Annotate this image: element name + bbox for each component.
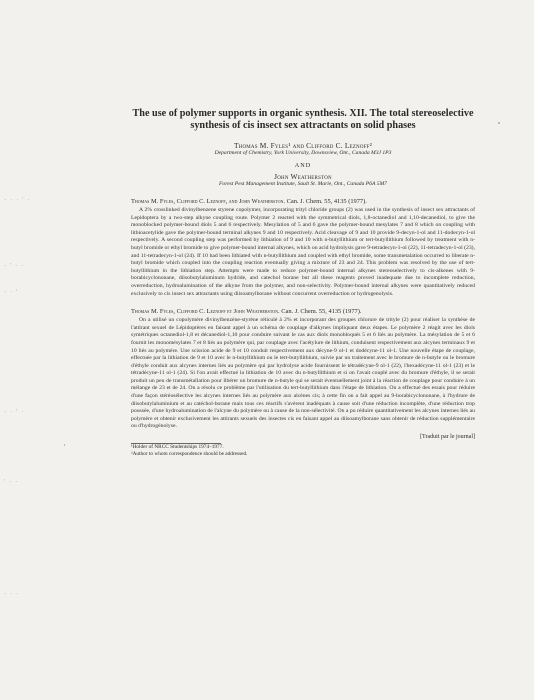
citation-french: [131, 308, 475, 316]
scan-artifact: · · ' ·: [4, 408, 25, 416]
affiliation-forest: Forest Pest Management Institute, Sault St. Marie, Ont., Canada P6A 5M7: [219, 181, 387, 187]
scan-artifact: · ' · ·: [4, 262, 25, 270]
and-separator: AND: [294, 162, 312, 169]
scan-artifact: · · ·: [4, 590, 20, 598]
scan-speck: [64, 444, 65, 446]
footnote-1: ¹Holder of NRCC Studentships 1974–1977.: [131, 444, 224, 451]
scan-artifact: · · ': [4, 288, 19, 296]
citation-authors-fr: Thomas M. Fyles, Clifford C. Leznoff et John Weatherston.: [131, 308, 280, 316]
scan-artifact: · · · ' ·: [4, 196, 31, 204]
footnote-2: ²Author to whom correspondence should be addressed.: [131, 451, 248, 458]
abstract-english: A 2% crosslinked divinylbenzene styrene copolymer, incorporating trityl chloride groups (2) was used in the synthesis of insect sex attractants of Lepidoptera by a two-step alkyne coupling route. Polymer 2 reacted with the symmetrical diols, 1,8-octanediol and 1,10-decanediol, to give the monoblocked polymer-bound diols 5 and 6 respectively. Mesylation of 5 and 6 gave the polymer-bound mesylates 7 and 8 which on coupling with lithioacetylide gave the polymer-bound terminal alkynes 9 and 10 respectively. Acid cleavage of 9 and 10 provide 9-decyn-1-ol and 11-dodecyn-1-ol respectively. A second coupling step was performed by lithiation of 9 and 10 with n-butyllithium or tert-butyllithium followed by treatment with n-butyl bromide or ethyl bromide to give polymer-bound internal alkynes, which on acid hydrolysis gave 9-tetradecyn-1-ol (22), 11-tetradecyn-1-ol (23), and 11-tetradecyn-1-ol (24). If 10 had been lithiated with n-butyllithium and coupled with ethyl bromide, some transmetalation occurred to liberate n-butyl bromide which coupled into the coupling reaction eventually giving a mixture of 23 and 24. This problem was resolved by the use of tert-butyllithium in the lithiation step. Attempts were made to reduce polymer-bound internal alkynes stereoselectively to cis-alkenes with 9-borabicyclononane, diisobutylaluminum hydride, and catechol borane but all these reagents proved inadequate due to incomplete reduction, overreduction, hydroalumination of the alkyne from the polymer, and non-selectivity. Polymer-bound internal alkynes were quantitatively reduced exclusively to cis insect sex attractants using diisoamylborane without concurrent overreduction or hydrogenolysis.: [131, 207, 475, 297]
article-body: [131, 108, 475, 458]
citation-english: [131, 198, 475, 206]
author-line: Thomas M. Fyles¹ and Clifford C. Leznoff²: [233, 141, 373, 150]
scan-speck: [498, 122, 500, 124]
affiliation-york: Department of Chemistry, York University, Downsview, Ont., Canada M3J 1P3: [214, 150, 392, 156]
translator-note: [Traduit par le journal]: [420, 434, 475, 441]
citation-journal-fr: Can. J. Chem. 55, 4135 (1977).: [281, 308, 362, 316]
article-title: The use of polymer supports in organic synthesis. XII. The total stereoselective synthesis of cis insect sex attractants on solid phases: [132, 108, 474, 131]
citation-authors: Thomas M. Fyles, Clifford C. Leznoff, and John Weatherston.: [131, 198, 286, 205]
abstract-french: On a utilisé un copolymère divinylbenzène-styrène réticulé à 2% et incorporant des groupes chlorure de trityle (2) pour réaliser la synthèse de l'attirant sexuel de Lépidoptères en faisant appel à un schéma de couplage d'alkynes impliquant deux étapes. Le polymère 2 réagit avec les diols symétriques octanediol-1,8 et décanediol-1,10 pour conduire suivant le cas aux diols monobloqués 5 et 6 liés au polymère. La mésylation de 5 et 6 fournit les monomésylates 7 et 8 liés au polymère qui, par couplage avec l'acétylure de lithium, conduisent respectivement aux alcynes terminaux 9 et 10 liés au polymère. Une scission acide de 9 et 10 conduit respectivement aux décyne-9 ol-1 et dodécyne-11 ol-1. Une nouvelle étape de couplage, effectuée par la lithiation de 9 et 10 avec le n-butyllithium ou le tert-butyllithium, suivie par un traitement avec le bromure de n-butyle ou le bromure d'éthyle conduit aux alcynes internes liés au polymère qui par hydrolyse acide fournissent le tétradécyne-9 ol-1 (22), l'hexadécyne-11 ol-1 (23) et le tétradécyne-11 ol-1 (24). Si l'on avait effectué la lithiation de 10 avec du n-butyllithium et si on l'avait couplé avec du bromure d'éthyle, il se serait produit un peu de transmétallation pour libérer un bromure de n-butyle qui se serait éventuellement joint à la réaction de couplage pour conduire à un mélange de 23 et de 24. On a résolu ce problème par l'utilisation du tert-butyllithium dans l'étape de lithiation. On a effectué des essais pour réduire d'une façon stéréosélective les alcynes internes liés au polymère aux alcènes cis; à cette fin on a fait appel au 9-borabicyclononane, à l'hydrure de diisobutylaluminium et au catéchol-borane mais tous ces réactifs s'avèrent inadéquats à cause soit d'une réduction incomplète, d'une réduction trop poussée, d'une hydroalumination de l'alcyne du polymère ou à cause de la non-sélectivité. On a pu réduire quantitativement les alcynes internes liés au polymère et obtenir exclusivement les attirants sexuels des insectes cis en faisant appel au diisoamylborane sans obtenir de réduction supplémentaire ou d'hydrogénolyse.: [131, 317, 475, 430]
author-weatherston: John Weatherston: [274, 172, 332, 181]
scan-artifact: ' · ·: [4, 478, 19, 486]
citation-journal: Can. J. Chem. 55, 4135 (1977).: [286, 198, 367, 205]
